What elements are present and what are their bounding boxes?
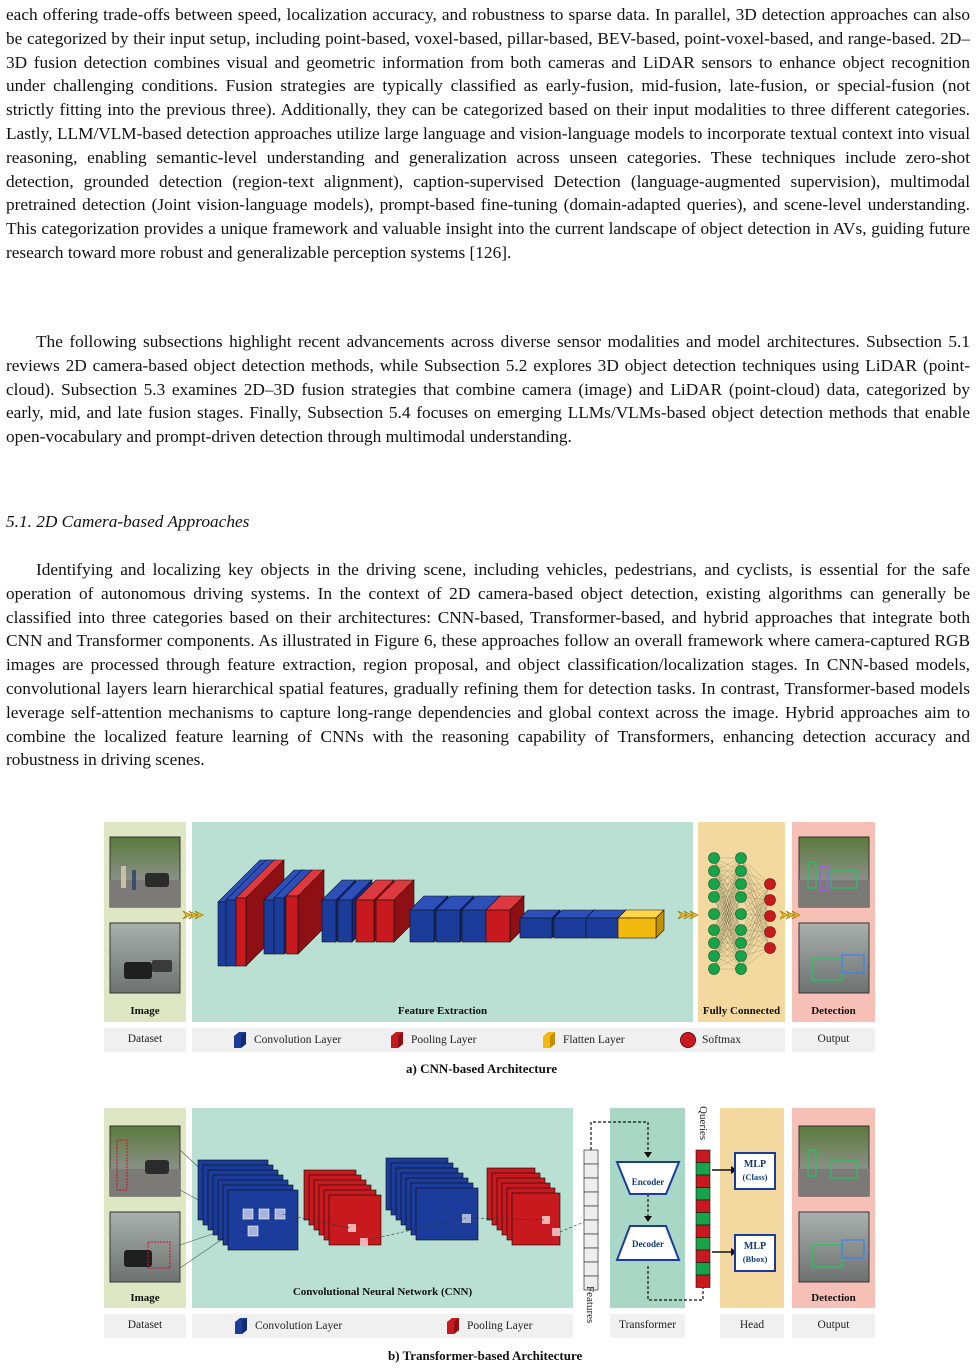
legend-convolution: Convolution Layer	[232, 1031, 341, 1049]
feature-cell	[584, 1220, 598, 1234]
feature-cell	[584, 1262, 598, 1276]
fc-node	[736, 951, 747, 962]
query-cell	[696, 1225, 710, 1238]
query-cell	[696, 1188, 710, 1201]
feature-patch	[243, 1209, 253, 1219]
softmax-node	[765, 911, 776, 922]
query-cell	[696, 1163, 710, 1176]
head-bar-label: Head	[739, 1319, 765, 1331]
pooling-layer-icon	[445, 1317, 461, 1335]
fc-node	[709, 909, 720, 920]
legend-softmax: Softmax	[680, 1031, 741, 1049]
figure-b-diagram	[104, 1108, 875, 1308]
decoder-label: Decoder	[632, 1239, 664, 1249]
features-column	[584, 1150, 598, 1290]
feature-cell	[584, 1234, 598, 1248]
cnn-panel-label: Convolutional Neural Network (CNN)	[292, 1286, 473, 1298]
fc-node	[736, 892, 747, 903]
query-cell	[696, 1200, 710, 1213]
pool-feature-map	[329, 1195, 381, 1245]
fc-node	[709, 951, 720, 962]
dataset-bar-label: Dataset	[127, 1033, 163, 1045]
fc-node	[736, 909, 747, 920]
figure-a-diagram	[104, 822, 875, 1022]
feature-cell	[584, 1178, 598, 1192]
feature-patch	[552, 1228, 560, 1236]
legend-pooling: Pooling Layer	[389, 1031, 476, 1049]
features-label: Features	[584, 1286, 596, 1324]
feature-extraction-label: Feature Extraction	[397, 1005, 488, 1017]
convolution-layer-icon	[232, 1031, 248, 1049]
feature-patch	[248, 1226, 258, 1236]
fc-node	[709, 925, 720, 936]
dataset-bar-label-b: Dataset	[127, 1319, 163, 1331]
softmax-node	[765, 895, 776, 906]
query-cell	[696, 1250, 710, 1263]
fc-node	[709, 938, 720, 949]
softmax-node	[765, 927, 776, 938]
feature-cell	[584, 1206, 598, 1220]
feature-patch	[348, 1224, 356, 1232]
feature-patch	[360, 1238, 368, 1246]
fc-node	[709, 892, 720, 903]
legend-convolution-b: Convolution Layer	[233, 1317, 342, 1335]
overview-paragraph: The following subsections highlight recent advancements across diverse sensor modalities and model architectures. Subsection 5.1 reviews 2D camera-based object detection methods, while Subsection 5.2 explores 3D object detection techniques using LiDAR (point-cloud). Subsection 5.3 examines 2D–3D fusion strategies that combine camera (image) and LiDAR (point-cloud) data, categorized by early, mid, and late fusion stages. Finally, Subsection 5.4 focuses on emerging LLMs/VLMs-based object detection methods that enable open-vocabulary and prompt-driven detection through multimodal understanding.	[6, 332, 970, 447]
fully-connected-panel-bg	[698, 822, 785, 1022]
image-panel-label-b: Image	[130, 1292, 160, 1304]
query-cell	[696, 1150, 710, 1163]
fc-node	[736, 938, 747, 949]
query-cell	[696, 1238, 710, 1251]
softmax-node	[765, 879, 776, 890]
output-bar-label: Output	[817, 1033, 850, 1045]
legend-flatten: Flatten Layer	[541, 1031, 625, 1049]
mlp-bbox-label: MLP (Bbox)	[742, 1241, 768, 1264]
figure-a-caption: a) CNN-based Architecture	[406, 1061, 558, 1076]
detection-panel-label-b: Detection	[811, 1292, 856, 1304]
feature-patch	[462, 1214, 471, 1223]
fully-connected-label: Fully Connected	[702, 1005, 781, 1017]
pool-feature-map	[512, 1193, 560, 1245]
softmax-icon	[680, 1031, 696, 1049]
query-cell	[696, 1263, 710, 1276]
feature-cell	[584, 1248, 598, 1262]
fc-node	[736, 853, 747, 864]
softmax-node	[765, 943, 776, 954]
camera-approaches-paragraph: Identifying and localizing key objects in the driving scene, including vehicles, pedestrians, and cyclists, is essential for the safe operation of autonomous driving systems. In the context of 2D camera-based object detection, existing algorithms can generally be classified into three categories based on their architectures: CNN-based, Transformer-based, and hybrid approaches that integrate both CNN and Transformer components. As illustrated in Figure 6, these approaches follow an overall framework where camera-captured RGB images are processed through feature extraction, region proposal, and object classification/localization stages. In CNN-based models, convolutional layers learn hierarchical spatial features, gradually refining them for detection tasks. In contrast, Transformer-based models leverage self-attention mechanisms to capture long-range dependencies and global context across the image. Hybrid approaches aim to combine the localized feature learning of CNNs with the reasoning capability of Transformers, enhancing detection accuracy and robustness in driving scenes.	[6, 560, 970, 770]
intro-paragraph: each offering trade-offs between speed, localization accuracy, and robustness to sparse data. In parallel, 3D detection approaches can also be categorized by their input setup, including point-based, voxel-based, pillar-based, BEV-based, point-voxel-based, and range-based. 2D–3D fusion detection combines visual and geometric information from both cameras and LiDAR sensors to enhance object recognition under challenging conditions. Fusion strategies are typically classified as early-fusion, mid-fusion, late-fusion, or special-fusion (not strictly fitting into the previous three). Additionally, they can be categorized based on their input modalities to three different categories. Lastly, LLM/VLM-based detection approaches utilize large language and vision-language models to incorporate textual context into visual reasoning, enabling semantic-level understanding and generalization across unseen categories. These techniques include zero-shot detection, grounded detection (region-text alignment), caption-supervised Detection (language-augmented supervision), multimodal pretrained detection (Joint vision-language models), prompt-based fine-tuning (domain-adapted queries), and scene-level understanding. This categorization provides a unique framework and valuable insight into the current landscape of object detection in AVs, guiding future research toward more robust and generalizable perception systems [126].	[6, 5, 970, 262]
query-cell	[696, 1175, 710, 1188]
feature-cell	[584, 1192, 598, 1206]
query-cell	[696, 1213, 710, 1226]
fc-node	[709, 964, 720, 975]
legend-pooling-b: Pooling Layer	[445, 1317, 532, 1335]
figure-b-caption: b) Transformer-based Architecture	[388, 1348, 583, 1363]
queries-label: Queries	[697, 1106, 709, 1141]
detection-panel-label: Detection	[811, 1005, 856, 1017]
fc-node	[736, 925, 747, 936]
feature-cell	[584, 1150, 598, 1164]
flatten-layer-icon	[541, 1031, 557, 1049]
feature-patch	[259, 1209, 269, 1219]
mlp-class-label: MLP (Class)	[742, 1159, 768, 1182]
fc-node	[736, 866, 747, 877]
image-panel-label: Image	[130, 1005, 160, 1017]
section-heading: 5.1. 2D Camera-based Approaches	[6, 512, 250, 531]
fc-node	[736, 964, 747, 975]
fc-node	[736, 879, 747, 890]
convolution-layer-icon	[233, 1317, 249, 1335]
fc-node	[709, 866, 720, 877]
transformer-bar-label: Transformer	[618, 1319, 677, 1331]
flatten-layer	[618, 910, 664, 938]
queries-column	[696, 1150, 710, 1288]
encoder-label: Encoder	[631, 1177, 665, 1187]
fc-node	[709, 879, 720, 890]
fog-image	[110, 923, 180, 993]
query-cell	[696, 1275, 710, 1288]
pooling-layer-icon	[389, 1031, 405, 1049]
feature-cell	[584, 1164, 598, 1178]
conv-feature-map	[228, 1190, 298, 1250]
fc-node	[709, 853, 720, 864]
output-bar-label-b: Output	[817, 1319, 850, 1331]
head-panel-bg	[720, 1108, 784, 1308]
